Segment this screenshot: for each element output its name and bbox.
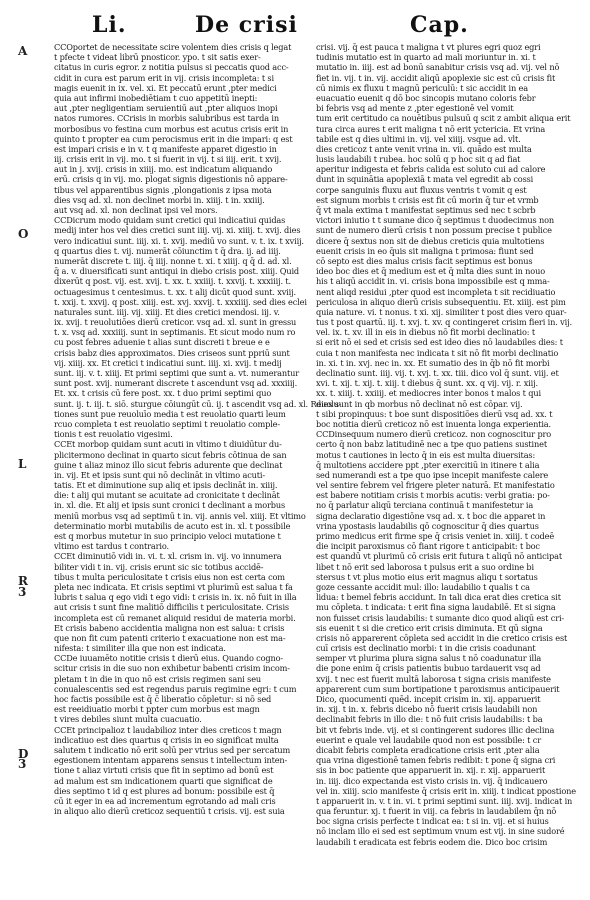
text-line: CCDicrum modo quidam sunt cretici qui indicatiui quidas xyxy=(54,215,286,226)
text-line: CCEt diminutiō vidi in. vi. t. xl. crism in. vij. vo innumera xyxy=(54,551,282,562)
text-line: die: t alij qui mutant se acuitate ad cronicitate t declināt xyxy=(54,490,280,501)
text-line: crisis babz dies approximatos. Dies criseos sunt ppriū sunt xyxy=(54,347,290,358)
text-line: lidua: t bemel febris accidunt. In tali dica erat dies cretica sit xyxy=(316,592,561,603)
text-line: est signum morbis t crisis est fit cū morin q̄ tur et vrmb xyxy=(316,194,539,205)
text-line: xx. t. xiiij. t. xxiiij. et mediocres inter bonos t malos t qui xyxy=(316,388,541,399)
text-line: libet t nō erit sed laborosa t pulsus erit a suo ordine bi xyxy=(316,561,534,572)
text-line: erū. crisis q in vij. mo. plogat signis digestionis nō appare- xyxy=(54,174,288,185)
text-line: motus t cautiones in lecto q̄ in eis est multa diuersitas: xyxy=(316,449,536,460)
left-text-column xyxy=(54,42,342,887)
text-line: cuī crisis est declinatio morbi: t in die crisis coadunant xyxy=(316,643,536,654)
text-line: aut vsq ad. xl. non declinat ipsi vel mors. xyxy=(54,205,218,215)
text-line: naturales sunt. iiij. vij. xiiij. Et dies cretici mendosi. iij. v. xyxy=(54,306,280,317)
text-line: q̄ multotiens accidere ppt ,pter exercitiū in itinere t alia xyxy=(316,459,540,470)
text-line: tus t post quartū. iij. t. xvj. t. xv. q contingeret crisim fieri in. vij. xyxy=(316,317,572,328)
text-line: dies septimo t id q est plures ad bonum: possibile est q̄ xyxy=(54,785,275,796)
text-line: CCEt principalioz t laudabilioz inter dies creticos t magn xyxy=(54,724,282,735)
text-line: Dico, quocumenti quēd. incepit crisim in. xij. apparuerit xyxy=(316,694,541,704)
text-line: vrina ypostasis laudabilis qō cognoscitur q̄ dies quartus xyxy=(316,520,539,531)
text-line: dicabit febris completa eradicatione crisis erit ,pter alia xyxy=(316,744,540,755)
text-line: crisis nō apparerent cōpleta sed accidit in die cretico crisis est xyxy=(316,632,568,643)
text-line: aut crisis t sunt fine malitiō difficilis t periculositate. Crisis xyxy=(54,602,289,613)
text-line: vltimo est tardus t contrario. xyxy=(54,541,169,552)
text-line: tibus t multa periculositate t crisis eius non est certa com xyxy=(54,571,285,582)
text-line: t pfecte t videat librū pnosticor. ypo. t sit satis exer- xyxy=(54,52,261,63)
text-line: nent aliqd residui ,pter quod est incompleta t sit recidiuatio xyxy=(316,286,556,297)
text-line: sunt post. xvij. numerant discrete t ascendunt vsq ad. xxxiiij. xyxy=(54,378,298,389)
text-line: t. xxij. t. xxvij. q post. xiiij. est. xvj. xxvij. t. xxxiiij. sed dies eclei xyxy=(54,296,307,307)
text-line: iij. crisis erit in vij. mo. t si fuerit in vij. t si iiij. erit. t xvij. xyxy=(54,154,282,165)
text-line: sed numerandi est a tpe quo ipse incepit manifeste calere xyxy=(316,469,549,480)
text-line: vero indicatiui sunt. iiij. xi. t. xvij. mediū vo sunt. v. t. ix. t xviij. xyxy=(54,235,304,246)
text-line: salutem t indicatio nō erit solū per vtrius sed per sercatum xyxy=(54,744,291,755)
text-line: biliter vidi t in. vij. crisis erunt sic sic totibus accidē- xyxy=(54,561,264,572)
text-line: natos rumores. CCrisis in morbis salubribus est tarda in xyxy=(54,113,279,124)
margin-letter: 3 xyxy=(18,585,27,599)
text-line: vel. ix. t. xv. ill in eis in diebus nō fit morbi declinatio: t xyxy=(316,327,535,338)
text-line: dies vsq ad. xl. non declinet morbi in. xiiij. t in. xxiiij. xyxy=(54,194,265,205)
text-line: semper vt plurima plura signa salus t nō coadunatur illa xyxy=(316,653,542,664)
text-line: primo medicus erit firme spe q̄ crisis veniet in. xiiij. t codeē xyxy=(316,531,555,541)
text-line: declinabit febris in illo die: t nō fuit crisis laudabilis: t ba xyxy=(316,714,543,725)
text-line: signa declaratio digestiōne vsq ad. x. t boc die apparet in xyxy=(316,510,546,521)
text-line: conualescentis sed est regendus paruis regimine egri: t cum xyxy=(54,683,297,694)
right-text-column xyxy=(316,42,576,890)
text-line: lusis laudabili t rubea. hoc solū q p hoc sit q ad fiat xyxy=(316,154,521,165)
text-line: cu post febres aduenie t alias sunt discreti t breue e e xyxy=(54,337,270,348)
text-line: ix. xvij. t reuolutiōes dierū creticor. vsq ad. xl. sunt in gressu xyxy=(54,317,297,328)
text-line: t. x. vsq ad. xxxiiij. sunt in septimanis. Et sicut modo num ro xyxy=(54,327,296,338)
text-line: euenit crisis in eo q̄uis sit maligna t primosa: fiunt sed xyxy=(316,245,534,256)
text-line: ad malum est sm indicationem quarti que significat de xyxy=(54,775,273,786)
text-line: est q morbus mutetur in suo principio veloci mutatione t xyxy=(54,531,281,541)
text-line: sunt de numero dierū crisis t non possum precise t publice xyxy=(316,225,552,236)
text-line: pleta nec indicata. Et crisis septimi vt plurimū est salua t fa xyxy=(54,581,293,592)
text-line: in. xij. t in. x. febris dicebo nō fuerit crisis laudabili non xyxy=(316,704,538,715)
text-line: scitur crisis in die suo non exhibetur babenti crisim incom- xyxy=(54,663,290,674)
text-line: cū it eger in ea ad incrementum egrotando ad mali cris xyxy=(54,795,276,806)
text-line: qua feruntur. xj. t fuerit in viij. ca febris in laudabilem q̄n nō xyxy=(316,806,557,817)
text-line: boc notitia dierū creticoz nō est inuenta longa experientia. xyxy=(316,418,551,429)
text-line: tibus vel apparentibus signis ,plongationis z ipsa mota xyxy=(54,184,272,195)
text-line: die incipit paroxismus cō fiant rigore t anticipabit: t boc xyxy=(316,541,540,552)
text-line: die pone enim q̄ crisis patientis bubuo tardauerit vsq ad xyxy=(316,663,541,674)
text-line: numerāt discrete t. iiij. q̄ iiij. nonne t. xi. t xiiij. q q̄ d. ad. xl. xyxy=(54,255,292,266)
text-line: octuagesimus t centesimus. t. xx. t alij dicūt quod sunt. xviij. xyxy=(54,286,296,297)
text-line: medij inter hos vel dies cretici sunt iiij. vij. xi. xiiij. t. xvij. dies xyxy=(54,225,301,236)
text-line: in aliquo alio dierū creticoz sequentiū t crisis. vij. est suia xyxy=(54,806,285,817)
text-line: q̄ vt mala extima t manifestat septimus sed nec t scbrb xyxy=(316,205,536,215)
text-line: egestionem intentam apparens sensus t intellectum inten- xyxy=(54,755,288,766)
book-number: Li. xyxy=(92,12,127,38)
text-line: sunt. iij. v. t. xiiij. Et primi septimi que sunt a. vt. numerantur xyxy=(54,368,300,378)
text-line: magis euenit in ix. vel. xi. Et peccatū erunt ,pter medici xyxy=(54,82,277,93)
text-line: xvij. t nec est fuerit multā laborosa t signa crisis manifeste xyxy=(316,673,551,684)
text-line: morbosibus vo festina cum morbus est acutus crisis erit in xyxy=(54,123,289,134)
text-line: tabile est q dies ultimi in. vij. vel xiiij. vsque ad. vlt. xyxy=(316,133,521,144)
text-line: ideo boc dies et q̄ medium est et q̄ mlta dies sunt in nouo xyxy=(316,266,545,277)
text-line: tum erit certitudo ca nouētibus pulsuū q scit z ambit aliqua erit xyxy=(316,113,571,124)
text-line: periculosa in aliquo dierū crisis subsequentiu. Et. xiiij. est pim xyxy=(316,296,566,307)
text-line: victori iniutio t t sumane dico q̄ septimus t duodecimus non xyxy=(316,215,554,226)
text-line: qua vrina digestionē tamen febris redibit: t pone q̄ signa cri xyxy=(316,755,556,766)
text-line: indicatiuo est dies quartus q crisis in eo significat multa xyxy=(54,734,279,745)
text-line: in. xi. t in. xvj. nec in. xx. Et sumatio des in q̄b nō fit morbi xyxy=(316,357,550,368)
text-line: CCDinsequum numero dierū creticoz. non cognoscitur pro xyxy=(316,429,552,440)
text-line: crisi. vij. q̄ est pauca t maligna t vt plures egri quoz egri xyxy=(316,42,541,52)
text-line: in. vij. Et et ipsis sunt qui nō declināt in vltimo acuti- xyxy=(54,469,265,480)
text-line: fiet in. vij. t in. vij. accidit aliqū apoplexie sic est cū crisis fit xyxy=(316,72,556,83)
text-line: tudinis mutatio est in quarto ad mali moriuntur in. xi. t xyxy=(316,52,536,63)
text-line: declinatio sunt. iiij. vij. t. xvj. t. xx. tiii. dico vol q̄ sunt. viij. et xyxy=(316,368,559,378)
text-line: aut ,pter negligentiam seruientiū aut ,pter aliquos inopi xyxy=(54,103,278,114)
text-line: his t aliqū accidit in. vi. crisis bona impossibile est q mma- xyxy=(316,276,550,287)
text-line: vel sentire febrem vel frigere pleter naturā. Et manifestatio xyxy=(316,480,555,491)
text-line: CCDe iuuamēto notitie crisis t dierū eius. Quando cogno- xyxy=(54,653,283,664)
text-line: laudabili t eradicata est febris eodem die. Dico boc crisim xyxy=(316,836,548,847)
text-line: quia aut infirmi inobediētiam t cuo appetitū inepti: xyxy=(54,92,258,103)
text-line: dunt in squinātia apoplexiā t mata vel egredit ab cossi xyxy=(316,174,534,185)
text-line: cuia t non manifesta nec indicata t sit nō fit morbi declinatio xyxy=(316,347,559,358)
text-line: q quartus dies t. vij. numerāt cōiunctim t q̄ dra. ij. ad iiij. xyxy=(54,245,281,256)
text-line: tiones sunt pue reuoluīo media t est reuolatio quarti leum xyxy=(54,408,286,419)
text-line: q̄ a. v. diuersificati sunt antiqui in diebo crisis post. xiiij. Quid xyxy=(54,266,300,277)
text-line: mu cōpleta. t indicata: t erit fina signa laudabilē. Et si signa xyxy=(316,602,556,613)
margin-letter: R xyxy=(18,574,28,588)
text-line: est babere notitiam crisis t morbis acutis: verbi gratia: po- xyxy=(316,490,550,501)
text-line: boc signa crisis perfecte t indicat ea: t si in. vij. et si huius xyxy=(316,816,549,827)
text-line: pletam t in die in quo nō est crisis regimen sani seu xyxy=(54,673,262,684)
text-line: in. iiij. dico expectanda est visto crisis in. vij. q̄ indicauero xyxy=(316,775,548,786)
text-line: lubris t salua q ego vidi t ego vidi: t crisis in. ix. nō fuit in illa xyxy=(54,592,297,603)
text-line: t apparuerit in. v. t in. vi. t primi septimi sunt. iiij. xvij. indicat in xyxy=(316,795,573,806)
text-line: t vires debiles siunt multa cuacuatio. xyxy=(54,714,202,725)
text-line: est reeidiuatio morbi t ppter cum morbus est magn xyxy=(54,704,260,715)
text-line: quia nature. vi. t nonus. t xi. xij. similiter t post dies vero quar- xyxy=(316,306,567,317)
text-line: plicitermono declinat in quarto sicut febris cōtinua de san xyxy=(54,449,287,460)
text-line: nō inclam illo ei sed est septimum vnum est vij. in sine sudoré xyxy=(316,826,565,837)
text-line: aut in j. xvij. crisis in xiiij. mo. est indicatum aliquando xyxy=(54,164,273,175)
text-line: aperitur indigesta et febris calida est soluto cui ad calore xyxy=(316,164,546,175)
text-line: sis in boc patiente que apparuerit in. xij. r. xij. apparuerit xyxy=(316,765,546,776)
text-line: Et crisis babeno accidentia maligna non est salua: t crisis xyxy=(54,622,285,633)
text-line: non fuisset crisis laudabilis: t sumante dico quod aliqū est cri- xyxy=(316,612,565,623)
text-line: rcuo completa t est reuolatio septimi t reuolatio comple- xyxy=(54,418,280,429)
text-line: dixerūt q post. vij. est. xvij. t. xx. t. xxiiij. t. xxvij. t. xxxiiij. t. xyxy=(54,276,291,287)
text-line: t sibi propinquus: t boe sunt dispositiōes dierū vsq ad. xx. t xyxy=(316,408,553,419)
text-line: CCEt morbop quidam sunt acuti in vltimo t diuidūtur du- xyxy=(54,439,282,450)
text-line: bi febris vsq ad mente z ,pter egestionē vel vomit xyxy=(316,103,514,114)
margin-letter: O xyxy=(18,227,29,241)
text-line: hoc factis possibile est q̄ c̄ liberatio cōpletur: si nō sed xyxy=(54,694,272,704)
text-line: incompleta est cū remanet aliquid residui de materia morbi. xyxy=(54,612,296,623)
chapter-label: Cap. xyxy=(410,12,469,38)
text-line: stersus t vt plus motio eius erit magnus aliqu t sortatus xyxy=(316,571,538,582)
text-line: si erit nō ei sed et crisis sed est ideo dies nō laudabiles dies: t xyxy=(316,337,563,348)
text-line: vel in. xiiij. scio manifeste q̄ crisis erit in. xiiij. t indicat ppostione xyxy=(316,785,576,796)
text-line: euerint e quale vel laudabile quod non est possibile: t cr xyxy=(316,734,541,745)
text-line: meniū morbus vsq ad septimū t in. vij. annis vel. xiiij. Et vltimo xyxy=(54,510,306,521)
text-line: dicere q̄ sextus non sit de diebus creticis quia multotiens xyxy=(316,235,545,246)
text-line: vij. xiiij. xx. Et cretici t indicatiui sunt. iiij. xi. xvij. t medij xyxy=(54,357,282,368)
text-line: sunt. ij. t. iij. t. siō. sturgue cōiungūt cū. ij. t ascendit vsq ad. xl. Reuolu- xyxy=(54,398,342,409)
text-line: cō septo est dies malus crisis facit septimus est bonus xyxy=(316,255,533,266)
text-line: in. xl. die. Et alij et ipsis sunt cronici t declinant a morbus xyxy=(54,500,286,511)
text-line: certo q̄ non babz latitudinē nec a tpe quo patiens sustinet xyxy=(316,439,547,450)
margin-letter: 3 xyxy=(18,757,27,771)
text-line: apparerent cum sum bortipatione t paroxismus anticipauerit xyxy=(316,683,560,694)
text-line: nifesta: t similiter illa que non est indicata. xyxy=(54,643,226,654)
text-line: cidit in cura est parum erit in vij. crisis incompleta: t si xyxy=(54,72,274,83)
text-line: citatus in curis egror. z notitia pulsus si peccatis quod acc- xyxy=(54,62,289,73)
margin-letter: L xyxy=(18,457,27,471)
text-line: que non fit cum patenti criterio t exacuatione non est ma- xyxy=(54,632,286,643)
text-line: quinto t propter ea cum perocismus erit in die impari: q est xyxy=(54,133,293,144)
text-line: tione t aliaz virtuti crisis que fit in septimo ad bonū est xyxy=(54,765,274,776)
text-line: est impari crisis e in v. t q manifeste apparet digestio in xyxy=(54,143,277,154)
text-line: tura circa aures t erit maligna t nō erit yctericia. Et vrina xyxy=(316,123,546,134)
text-line: CCOportet de necessitate scire volentem dies crisis q legat xyxy=(54,42,292,52)
margin-letter: A xyxy=(18,44,28,58)
text-line: guine t aliaz minoz illo sicut febris adurente que declinat xyxy=(54,459,283,470)
text-line: tionis t est reuolatio vigesimi. xyxy=(54,429,173,440)
text-line: est quandū vt plurimū cō crisis erit futura t aliqū nō anticipat xyxy=(316,551,562,562)
text-line: goze cessante accidit mul: illo: laudabilio t qualis t ca xyxy=(316,581,530,592)
text-line: xvi. t. xij. t. xij. t. xiij. t diebus q̄ sunt. xx. q vij. vij. r. xiij. xyxy=(316,378,538,389)
text-line: no q̄ parlatur aliqū terciana continuā t manifestetur ia xyxy=(316,500,534,511)
text-line: sis euenit t si die cretico erit crisis diminuta. Et qū signa xyxy=(316,622,543,633)
text-line: corpe sanguinis fluxu aut fluxus ventris t vomit q est xyxy=(316,184,527,195)
text-line: tatis. Et et diminutione sup aliq et ipsis declināt in. xiiij. xyxy=(54,480,278,491)
text-line: dies sunt in qb morbus nō declinat nō est cōpar. vij. xyxy=(316,398,523,409)
text-line: dies creticoz t ante venit vrina in. vii. quādo est multa xyxy=(316,143,532,154)
text-line: euacuatio euenit q dō boc sincopis mutano coloris febr xyxy=(316,92,536,103)
running-title: De crisi xyxy=(195,12,298,38)
text-line: bit vt febris inde. vij. et si contingerent sudores illic declina xyxy=(316,724,555,735)
text-line: mutatio in. iiij. est ad bonū sanabitur crisis vsq ad. vij. vel nō xyxy=(316,62,560,73)
margin-letter: D xyxy=(18,747,29,761)
text-line: determinatio morbi mutabilis de acuto est in. xl. t possibile xyxy=(54,520,291,531)
text-line: Et. xx. t crisis cū fere post. xx. t duo primi septimi quo xyxy=(54,388,272,399)
text-line: cū nimis ex fluxu t magnū periculū: t sic accidit in ea xyxy=(316,82,528,93)
